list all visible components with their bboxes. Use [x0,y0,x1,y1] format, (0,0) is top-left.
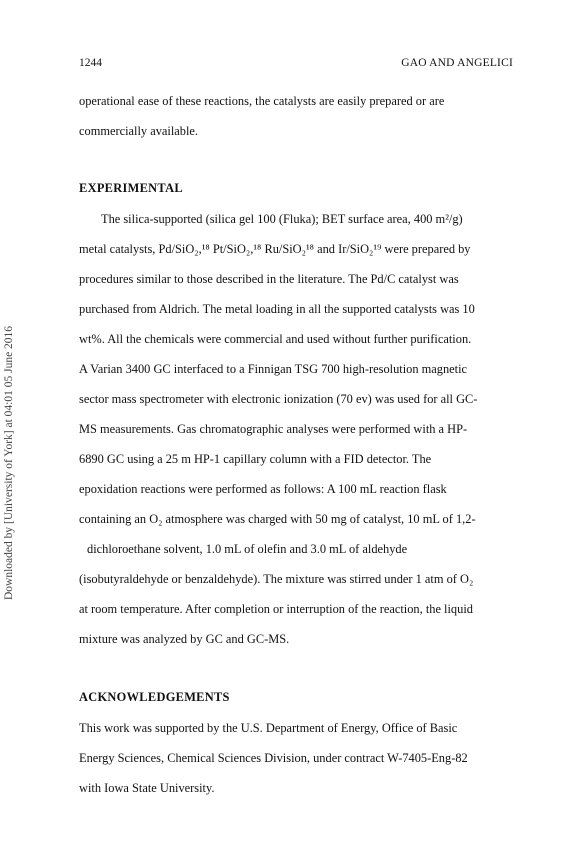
text-line: operational ease of these reactions, the catalysts are easily prepared or are [79,94,445,108]
body-text [79,86,519,803]
text-line: MS measurements. Gas chromatographic analyses were performed with a HP- [79,422,468,436]
download-stamp-text: Downloaded by [University of York] at 04:01 05 June 2016 [3,325,15,600]
text-line: with Iowa State University. [79,781,215,795]
running-head [79,57,513,73]
text-line: dichloroethane solvent, 1.0 mL of olefin and 3.0 mL of aldehyde [87,542,408,556]
text-line: 6890 GC using a 25 m HP-1 capillary column with a FID detector. The [79,452,432,466]
text-line: wt%. All the chemicals were commercial and used without further purification. [79,332,472,346]
page-number: 1244 [79,57,102,69]
section-heading-acknowledgements: ACKNOWLEDGEMENTS [79,690,230,704]
text-line: A Varian 3400 GC interfaced to a Finnigan TSG 700 high-resolution magnetic [79,362,468,376]
text-line: sector mass spectrometer with electronic ionization (70 ev) was used for all GC- [79,392,478,406]
text-line: containing an O₂ atmosphere was charged with 50 mg of catalyst, 10 mL of 1,2- [79,512,476,526]
text-line: procedures similar to those described in the literature. The Pd/C catalyst was [79,272,459,286]
text-line: This work was supported by the U.S. Department of Energy, Office of Basic [79,721,458,735]
text-line: (isobutyraldehyde or benzaldehyde). The mixture was stirred under 1 atm of O₂ [79,572,474,586]
text-line: purchased from Aldrich. The metal loading in all the supported catalysts was 10 [79,302,475,316]
section-heading-experimental: EXPERIMENTAL [79,181,183,195]
text-line: Energy Sciences, Chemical Sciences Division, under contract W-7405-Eng-82 [79,751,468,765]
download-stamp [1,270,15,600]
acknowledgements-paragraph [79,713,519,803]
text-line: The silica-supported (silica gel 100 (Fluka); BET surface area, 400 m²/g) [101,212,463,226]
text-line: metal catalysts, Pd/SiO₂,¹⁸ Pt/SiO₂,¹⁸ Ru/SiO₂¹⁸ and Ir/SiO₂¹⁹ were prepared by [79,242,471,256]
running-title: GAO AND ANGELICI [401,57,513,69]
text-line: commercially available. [79,124,199,138]
text-line: epoxidation reactions were performed as follows: A 100 mL reaction flask [79,482,447,496]
text-line: mixture was analyzed by GC and GC-MS. [79,632,290,646]
text-line: at room temperature. After completion or interruption of the reaction, the liquid [79,602,473,616]
experimental-paragraph [79,204,519,654]
intro-paragraph [79,86,519,146]
